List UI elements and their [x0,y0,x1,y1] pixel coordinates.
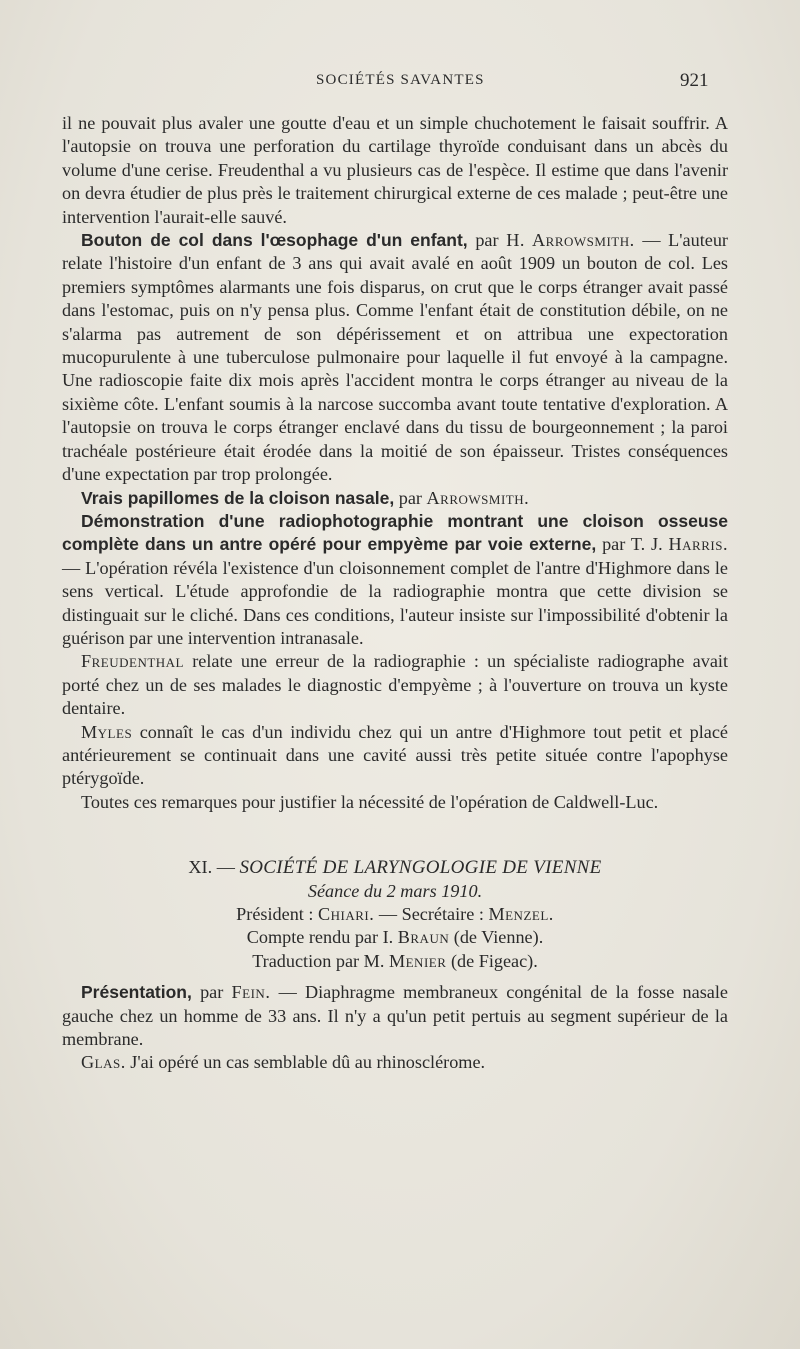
page-body [62,112,728,1075]
author-name: Freudenthal [81,651,184,672]
translator-place: (de Figeac). [446,950,538,971]
page-number: 921 [680,70,709,91]
article-title: Démonstration d'une radiophotographie montrant une cloison osseuse complète dans un antre opéré pour empyème par voie externe, [62,510,728,555]
report-author: Braun [397,927,450,948]
secretary-name: Menzel. [488,904,554,924]
article-title: Bouton de col dans l'œsophage d'un enfant, [81,230,468,251]
paragraph-text: Toutes ces remarques pour justifier la nécessité de l'opération de Caldwell-Luc. [81,791,659,812]
translator-name: Menier [388,950,447,971]
paragraph-text: — Diaphragme membraneux congénital de la fosse nasale gauche chez un homme de 33 ans. Il n'y a qu'un petit pertuis au segment supérieur de la membrane. [62,982,728,1050]
author-name: Fein. [231,982,271,1003]
author-name: Harris. [668,534,729,555]
president-name: Chiari. [318,904,375,924]
by-word: par [394,487,427,508]
paragraph-text: — L'opération révéla l'existence d'un cloisonnement complet de l'antre d'Highmore dans le sens vertical. L'étude approfondie de la radiographie montra que cette division se distinguait sur le cliché. Dans ces conditions, l'auteur insiste sur l'impossibilité d'obtenir la guérison par une intervention intranasale. [62,557,728,648]
paragraph-presentation [62,981,728,1051]
page-header [0,70,800,100]
report-place: (de Vienne). [449,927,544,948]
paragraph-text: il ne pouvait plus avaler une goutte d'eau et un simple chuchotement le faisait souffrir. A l'autopsie on trouva une perforation du cartilage thyroïde conduisant dans un abcès du volume d'une cerise. Freudenthal a vu plusieurs cas de l'espèce. Il estime que dans l'avenir on devra étudier de plus près le traitement chirurgical externe de ces malade ; peut-être une intervention l'aurait-elle sauvé. [62,113,728,227]
section-heading [62,856,728,879]
paragraph-text: J'ai opéré un cas semblable dû au rhinosclérome. [125,1052,486,1073]
paragraph-continuation [62,112,728,229]
report-label: Compte rendu par I. [246,927,398,948]
section-gap [62,814,728,856]
article-title: Vrais papillomes de la cloison nasale, [81,487,395,508]
author-name: H. Arrowsmith. [506,230,635,251]
paragraph-glas [62,1051,728,1074]
section-title: SOCIÉTÉ DE LARYNGOLOGIE DE VIENNE [239,857,602,879]
author-name: Myles [81,721,133,742]
author-name: Arrowsmith. [426,487,530,508]
article-title: Présentation, [81,982,192,1003]
secretary-label: — Secrétaire : [374,904,489,924]
paragraph-freudenthal [62,650,728,720]
by-word: par T. J. [596,534,669,555]
section-number: XI. — [188,857,240,878]
paragraph-text: relate une erreur de la radiographie : un spécialiste radiographe avait porté chez un de ses malades le diagnostic d'empyème ; à l'ouverture on trouva un kyste dentaire. [62,651,728,719]
by-word: par [467,230,507,251]
paragraph-myles [62,721,728,791]
paragraph-text: connaît le cas d'un individu chez qui un antre d'Highmore tout petit et placé antérieurement se continuait dans une cavité aussi très petite située contre l'apophyse ptérygoïde. [62,721,728,789]
paragraph-esophagus-button [62,229,728,486]
by-word: par [191,982,232,1003]
author-name: Glas. [81,1052,126,1073]
paragraph-text: — L'auteur relate l'histoire d'un enfant de 3 ans qui avait avalé en août 1909 un bouton de col. Les premiers symptômes alarmants une fois disparus, on crut que le corps étranger avait passé dans l'estomac, puis on n'y pensa plus. Comme l'enfant était de constitution débile, on ne s'alarma pas autrement de son dépérissement et on attribua une expectoration mucopurulente à une tuberculose pulmonaire pour laquelle il fut envoyé à la campagne. Une radioscopie faite dix mois après l'accident montra le corps étranger au niveau de la sixième côte. L'enfant soumis à la narcose succomba avant toute tentative d'exploration. A l'autopsie on trouva le corps étranger enclavé dans du tissu de bourgeonnement ; la paroi trachéale postérieure était érodée dans la moitié de son épaisseur. Tristes conséquences d'une expectation par trop prolongée. [62,230,728,485]
president-label: Président : [236,904,319,924]
paragraph-conclusion [62,791,728,814]
officers-line [62,903,728,926]
session-date: Séance du 2 mars 1910. [307,880,483,901]
translation-line [62,950,728,973]
paragraph-radiophotography [62,510,728,650]
running-title: SOCIÉTÉS SAVANTES [316,72,485,88]
paragraph-papillomas [62,487,728,510]
translation-label: Traduction par M. [252,950,389,971]
report-line [62,926,728,949]
